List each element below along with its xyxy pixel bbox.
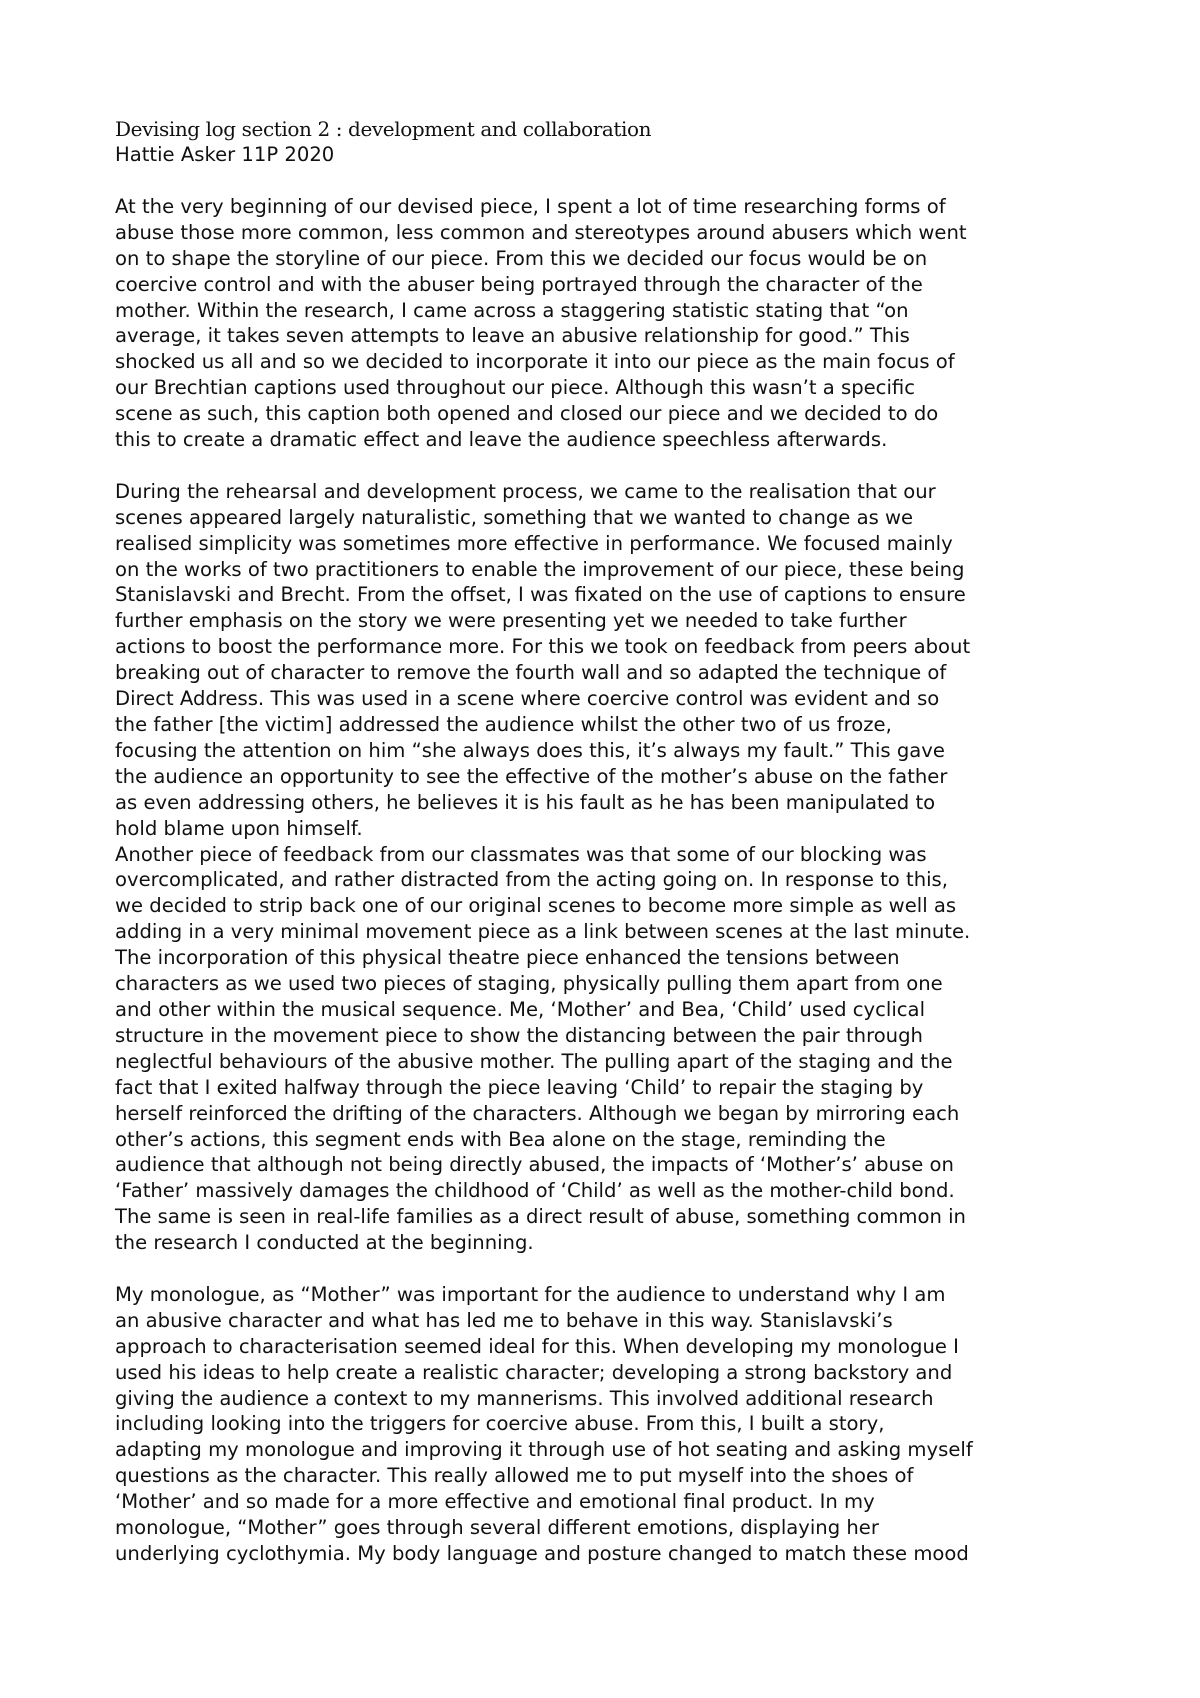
text-line: scenes appeared largely naturalistic, something that we wanted to change as we bbox=[115, 505, 914, 529]
text-line: adapting my monologue and improving it through use of hot seating and asking myself bbox=[115, 1438, 973, 1462]
paragraph-rehearsal bbox=[115, 479, 1105, 842]
text-line: abuse those more common, less common and stereotypes around abusers which went bbox=[115, 220, 967, 244]
paragraph-spacer bbox=[115, 1256, 1105, 1282]
text-line: on to shape the storyline of our piece. From this we decided our focus would be on bbox=[115, 246, 928, 270]
text-line: Another piece of feedback from our classmates was that some of our blocking was bbox=[115, 842, 927, 866]
text-line: My monologue, as “Mother” was important for the audience to understand why I am bbox=[115, 1282, 946, 1306]
text-line: Stanislavski and Brecht. From the offset, I was fixated on the use of captions to ensure bbox=[115, 583, 966, 607]
paragraph-feedback bbox=[115, 842, 1105, 1257]
text-line: average, it takes seven attempts to leave an abusive relationship for good.” This bbox=[115, 324, 910, 348]
text-line: overcomplicated, and rather distracted from the acting going on. In response to this, bbox=[115, 868, 948, 892]
text-line: focusing the attention on him “she always does this, it’s always my fault.” This gave bbox=[115, 738, 945, 762]
text-line: used his ideas to help create a realistic character; developing a strong backstory and bbox=[115, 1360, 953, 1384]
text-line: an abusive character and what has led me to behave in this way. Stanislavski’s bbox=[115, 1308, 893, 1332]
text-line: The same is seen in real-life families as a direct result of abuse, something common in bbox=[115, 1205, 966, 1229]
text-line: as even addressing others, he believes it is his fault as he has been manipulated to bbox=[115, 790, 936, 814]
text-line: The incorporation of this physical theatre piece enhanced the tensions between bbox=[115, 946, 900, 970]
paragraph-research bbox=[115, 194, 1105, 453]
paragraph-spacer bbox=[115, 168, 1105, 194]
text-line: At the very beginning of our devised piece, I spent a lot of time researching forms of bbox=[115, 194, 946, 218]
text-line: scene as such, this caption both opened and closed our piece and we decided to do bbox=[115, 402, 939, 426]
text-line: Direct Address. This was used in a scene where coercive control was evident and so bbox=[115, 687, 940, 711]
paragraph-spacer bbox=[115, 453, 1105, 479]
text-line: monologue, “Mother” goes through several different emotions, displaying her bbox=[115, 1516, 879, 1540]
paragraph-monologue bbox=[115, 1282, 1105, 1567]
document-title: Devising log section 2 : development and collaboration bbox=[115, 117, 652, 141]
text-line: and other within the musical sequence. Me, ‘Mother’ and Bea, ‘Child’ used cyclical bbox=[115, 997, 926, 1021]
text-line: actions to boost the performance more. For this we took on feedback from peers about bbox=[115, 635, 971, 659]
text-line: hold blame upon himself. bbox=[115, 816, 363, 840]
text-line: During the rehearsal and development process, we came to the realisation that our bbox=[115, 479, 936, 503]
text-line: characters as we used two pieces of staging, physically pulling them apart from one bbox=[115, 972, 943, 996]
text-line: shocked us all and so we decided to incorporate it into our piece as the main focus of bbox=[115, 350, 955, 374]
text-line: our Brechtian captions used throughout our piece. Although this wasn’t a specific bbox=[115, 376, 916, 400]
text-line: approach to characterisation seemed ideal for this. When developing my monologue I bbox=[115, 1334, 959, 1358]
text-line: ‘Father’ massively damages the childhood of ‘Child’ as well as the mother-child bond. bbox=[115, 1179, 955, 1203]
text-line: coercive control and with the abuser being portrayed through the character of the bbox=[115, 272, 923, 296]
text-line: further emphasis on the story we were presenting yet we needed to take further bbox=[115, 609, 907, 633]
text-line: the father [the victim] addressed the audience whilst the other two of us froze, bbox=[115, 713, 892, 736]
document-body bbox=[115, 116, 1105, 1567]
text-line: underlying cyclothymia. My body language and posture changed to match these mood bbox=[115, 1541, 969, 1565]
text-line: mother. Within the research, I came across a staggering statistic stating that “on bbox=[115, 298, 909, 322]
text-line: we decided to strip back one of our original scenes to become more simple as well as bbox=[115, 894, 957, 918]
text-line: realised simplicity was sometimes more effective in performance. We focused mainly bbox=[115, 531, 953, 555]
text-line: structure in the movement piece to show the distancing between the pair through bbox=[115, 1023, 923, 1047]
text-line: breaking out of character to remove the fourth wall and so adapted the technique of bbox=[115, 661, 947, 685]
text-line: the audience an opportunity to see the effective of the mother’s abuse on the father bbox=[115, 764, 948, 788]
text-line: adding in a very minimal movement piece as a link between scenes at the last minute. bbox=[115, 920, 971, 944]
text-line: on the works of two practitioners to enable the improvement of our piece, these being bbox=[115, 557, 965, 581]
text-line: fact that I exited halfway through the piece leaving ‘Child’ to repair the staging by bbox=[115, 1075, 924, 1099]
text-line: other’s actions, this segment ends with Bea alone on the stage, reminding the bbox=[115, 1127, 886, 1151]
author-line: Hattie Asker 11P 2020 bbox=[115, 143, 335, 166]
text-line: this to create a dramatic effect and leave the audience speechless afterwards. bbox=[115, 428, 888, 452]
text-line: questions as the character. This really allowed me to put myself into the shoes of bbox=[115, 1464, 914, 1488]
text-line: audience that although not being directly abused, the impacts of ‘Mother’s’ abuse on bbox=[115, 1153, 954, 1177]
text-line: ‘Mother’ and so made for a more effective and emotional final product. In my bbox=[115, 1490, 875, 1514]
text-line: the research I conducted at the beginning. bbox=[115, 1231, 534, 1255]
text-line: herself reinforced the drifting of the characters. Although we began by mirroring each bbox=[115, 1101, 960, 1125]
text-line: neglectful behaviours of the abusive mother. The pulling apart of the staging and the bbox=[115, 1049, 953, 1073]
text-line: including looking into the triggers for coercive abuse. From this, I built a story, bbox=[115, 1412, 885, 1436]
text-line: giving the audience a context to my mannerisms. This involved additional research bbox=[115, 1386, 934, 1410]
